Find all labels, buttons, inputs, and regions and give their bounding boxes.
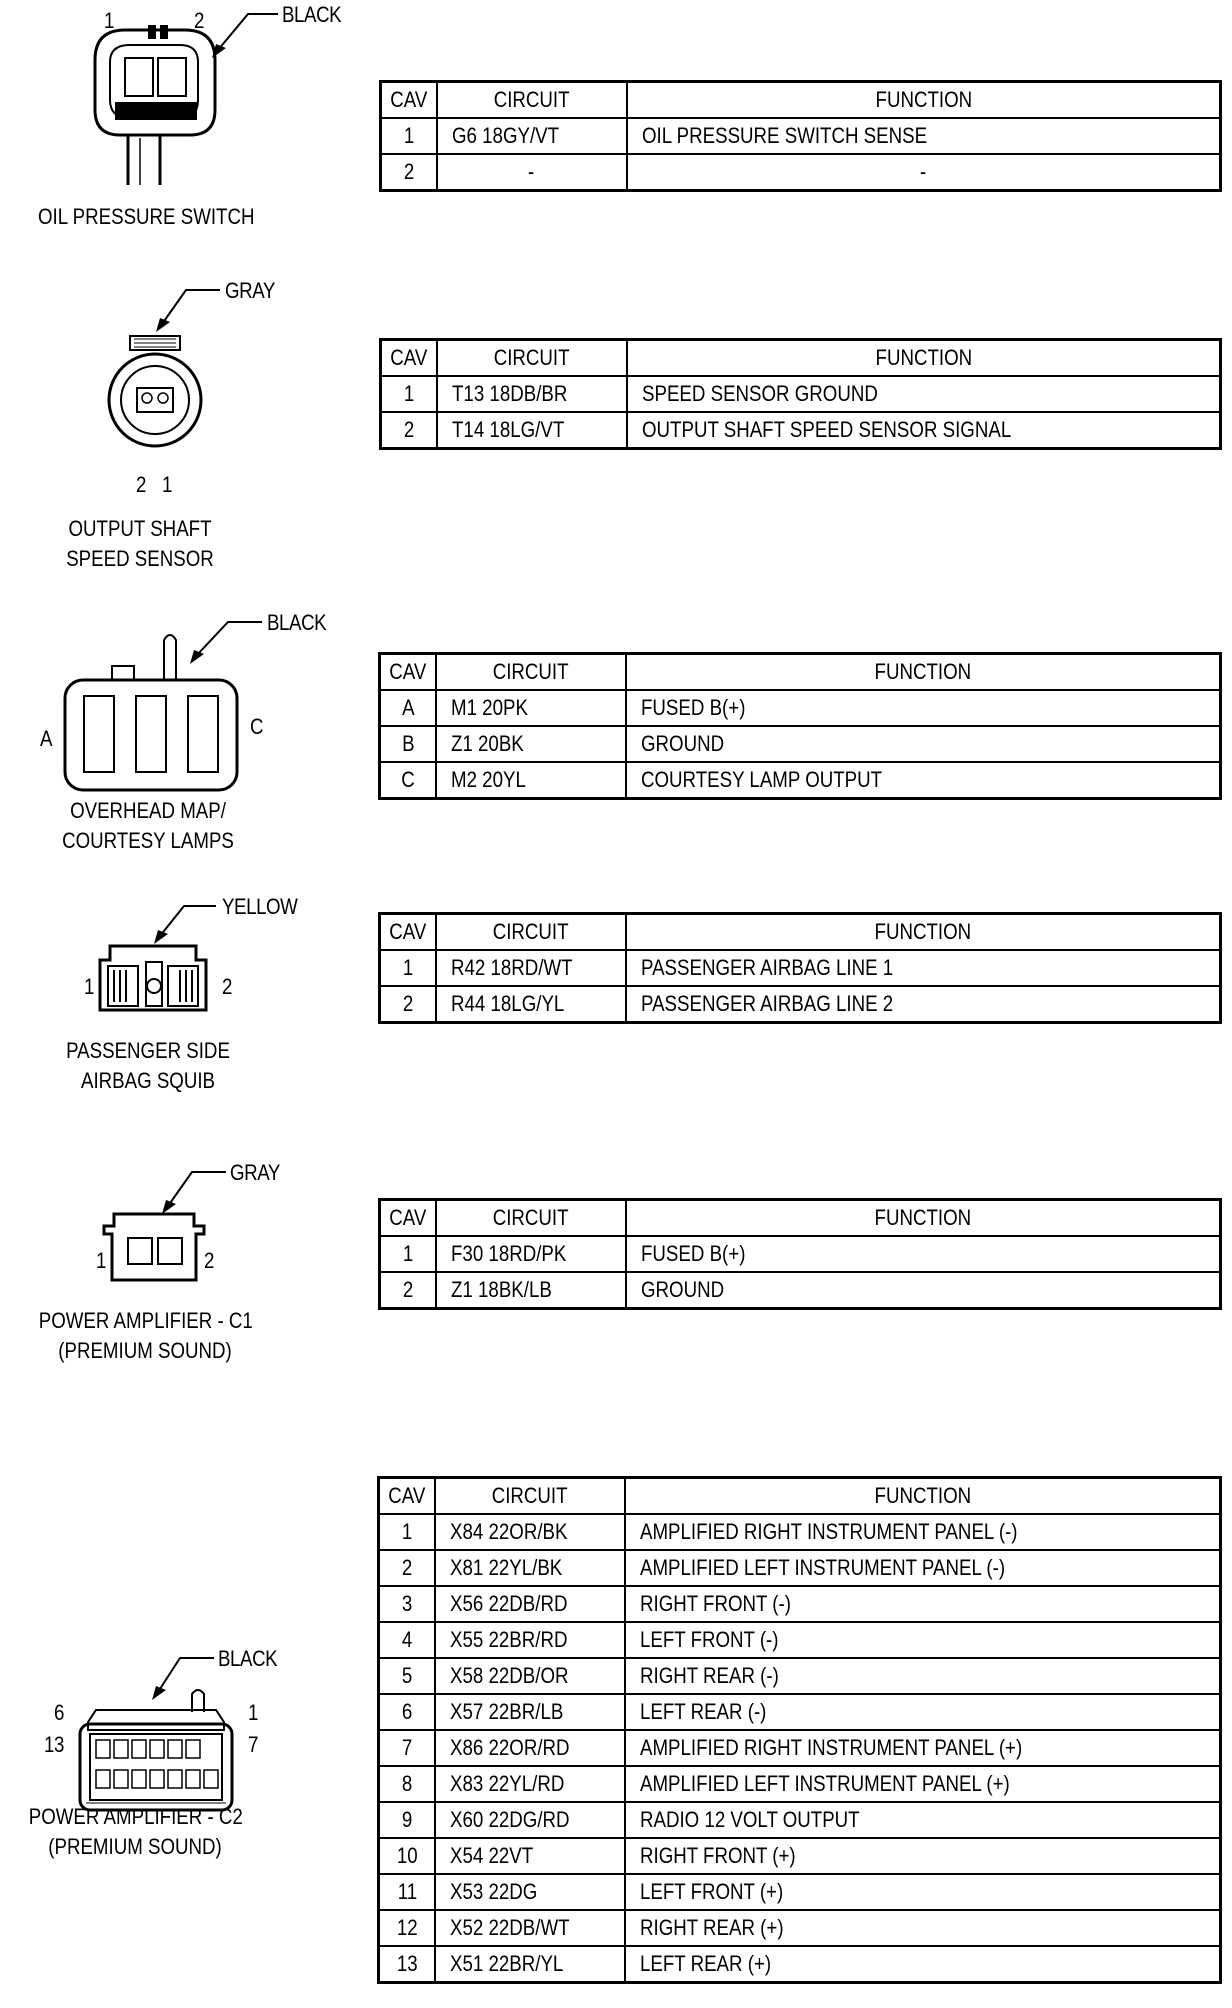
- table-cell: AMPLIFIED LEFT INSTRUMENT PANEL (+): [625, 1766, 1221, 1802]
- pinout-table: [379, 80, 1222, 192]
- table-header-cell: FUNCTION: [626, 654, 1221, 691]
- table-row: [381, 154, 1221, 191]
- table-cell: 3: [379, 1586, 436, 1622]
- table-cell: X52 22DB/WT: [435, 1910, 625, 1946]
- table-cell: X56 22DB/RD: [435, 1586, 625, 1622]
- table-header: [381, 340, 1221, 377]
- table-cell: RIGHT FRONT (+): [625, 1838, 1221, 1874]
- table-header-cell: CIRCUIT: [435, 1478, 625, 1515]
- table-header-cell: CIRCUIT: [436, 654, 626, 691]
- table-header-cell: CAV: [381, 340, 438, 377]
- table-row: [379, 1910, 1221, 1946]
- oil-pressure-switch-connector-drawing: [0, 0, 260, 200]
- pin-label: 1: [248, 1700, 258, 1725]
- pin-label: 1: [162, 472, 172, 497]
- table-cell: X57 22BR/LB: [435, 1694, 625, 1730]
- table-cell: 1: [380, 1236, 437, 1272]
- pin-label: 7: [248, 1732, 258, 1757]
- connector-power-amplifier-c1: [0, 1130, 1232, 1430]
- table-cell: 2: [381, 412, 438, 449]
- table-cell: 1: [381, 376, 438, 412]
- table-row: [381, 412, 1221, 449]
- table-cell: OUTPUT SHAFT SPEED SENSOR SIGNAL: [627, 412, 1221, 449]
- table-header-cell: CIRCUIT: [436, 1200, 626, 1237]
- table-cell: 9: [379, 1802, 436, 1838]
- output-shaft-speed-sensor-connector-drawing: [0, 240, 260, 440]
- table-cell: 7: [379, 1730, 436, 1766]
- table-cell: X81 22YL/BK: [435, 1550, 625, 1586]
- table-cell: 10: [379, 1838, 436, 1874]
- table-cell: 11: [379, 1874, 436, 1910]
- table-cell: X51 22BR/YL: [435, 1946, 625, 1983]
- table-header: [381, 82, 1221, 119]
- table-row: [379, 1802, 1221, 1838]
- table-cell: 2: [380, 986, 437, 1023]
- table-cell: M2 20YL: [436, 762, 626, 799]
- table-cell: X60 22DG/RD: [435, 1802, 625, 1838]
- table-header-cell: CIRCUIT: [437, 340, 627, 377]
- table-row: [380, 1236, 1221, 1272]
- connector-color-label: GRAY: [225, 278, 275, 303]
- table-cell: X58 22DB/OR: [435, 1658, 625, 1694]
- table-cell: 8: [379, 1766, 436, 1802]
- table-row: [379, 1838, 1221, 1874]
- table-row: [379, 1658, 1221, 1694]
- pinout-table: [378, 1198, 1222, 1310]
- table-row: [380, 726, 1221, 762]
- table-cell: LEFT REAR (+): [625, 1946, 1221, 1983]
- connector-name: OIL PRESSURE SWITCH: [38, 204, 255, 229]
- connector-overhead-map-courtesy-lamps: [0, 590, 1232, 870]
- table-cell: COURTESY LAMP OUTPUT: [626, 762, 1221, 799]
- table-row: [380, 1272, 1221, 1309]
- table-header-cell: CAV: [379, 1478, 436, 1515]
- pinout-table: [377, 1476, 1222, 1984]
- table-cell: 12: [379, 1910, 436, 1946]
- table-cell: T14 18LG/VT: [437, 412, 627, 449]
- pin-label: 2: [222, 974, 232, 999]
- connector-power-amplifier-c2: [0, 1430, 1232, 2008]
- pin-label: C: [250, 714, 264, 739]
- table-cell: LEFT FRONT (+): [625, 1874, 1221, 1910]
- table-row: [379, 1694, 1221, 1730]
- pin-label: 2: [136, 472, 146, 497]
- table-cell: 1: [381, 118, 438, 154]
- table-cell: -: [627, 154, 1221, 191]
- table-cell: RIGHT REAR (+): [625, 1910, 1221, 1946]
- table-row: [380, 950, 1221, 986]
- table-cell: G6 18GY/VT: [437, 118, 627, 154]
- power-amplifier-c2-connector-drawing: [0, 1430, 280, 1830]
- pin-label: 13: [44, 1732, 64, 1757]
- connector-passenger-side-airbag-squib: [0, 870, 1232, 1130]
- pin-label: 1: [84, 974, 94, 999]
- table-header-cell: CAV: [380, 1200, 437, 1237]
- table-header-cell: FUNCTION: [625, 1478, 1221, 1515]
- connector-name: POWER AMPLIFIER - C2 (PREMIUM SOUND): [28, 1804, 243, 1859]
- table-cell: R44 18LG/YL: [436, 986, 626, 1023]
- overhead-map-connector-drawing: [0, 590, 280, 830]
- table-cell: SPEED SENSOR GROUND: [627, 376, 1221, 412]
- table-cell: RADIO 12 VOLT OUTPUT: [625, 1802, 1221, 1838]
- table-cell: 13: [379, 1946, 436, 1983]
- table-cell: AMPLIFIED LEFT INSTRUMENT PANEL (-): [625, 1550, 1221, 1586]
- power-amplifier-c1-connector-drawing: [0, 1130, 260, 1330]
- table-cell: T13 18DB/BR: [437, 376, 627, 412]
- table-cell: GROUND: [626, 1272, 1221, 1309]
- connector-color-label: BLACK: [218, 1646, 278, 1671]
- table-cell: 4: [379, 1622, 436, 1658]
- table-cell: LEFT REAR (-): [625, 1694, 1221, 1730]
- table-header-cell: FUNCTION: [626, 1200, 1221, 1237]
- table-cell: 2: [379, 1550, 436, 1586]
- pin-label: A: [40, 726, 53, 751]
- table-header: [379, 1478, 1221, 1515]
- table-cell: F30 18RD/PK: [436, 1236, 626, 1272]
- table-header-cell: FUNCTION: [626, 914, 1221, 951]
- table-cell: X55 22BR/RD: [435, 1622, 625, 1658]
- table-header-cell: FUNCTION: [627, 82, 1221, 119]
- pin-label: 1: [96, 1248, 106, 1273]
- table-cell: C: [380, 762, 437, 799]
- connector-color-label: GRAY: [230, 1160, 280, 1185]
- pin-label: 2: [204, 1248, 214, 1273]
- pinout-table: [378, 912, 1222, 1024]
- table-cell: PASSENGER AIRBAG LINE 2: [626, 986, 1221, 1023]
- table-row: [379, 1622, 1221, 1658]
- table-cell: X86 22OR/RD: [435, 1730, 625, 1766]
- table-cell: GROUND: [626, 726, 1221, 762]
- table-row: [379, 1874, 1221, 1910]
- table-cell: B: [380, 726, 437, 762]
- connector-name: PASSENGER SIDE AIRBAG SQUIB: [66, 1038, 230, 1093]
- table-cell: -: [437, 154, 627, 191]
- table-cell: OIL PRESSURE SWITCH SENSE: [627, 118, 1221, 154]
- table-cell: 1: [380, 950, 437, 986]
- table-cell: 6: [379, 1694, 436, 1730]
- table-cell: M1 20PK: [436, 690, 626, 726]
- table-header-cell: CIRCUIT: [437, 82, 627, 119]
- table-header-cell: CAV: [381, 82, 438, 119]
- connector-color-label: BLACK: [282, 2, 342, 27]
- table-cell: X53 22DG: [435, 1874, 625, 1910]
- pinout-table: [379, 338, 1222, 450]
- connector-name: POWER AMPLIFIER - C1 (PREMIUM SOUND): [38, 1308, 253, 1363]
- table-row: [379, 1730, 1221, 1766]
- connector-name: OUTPUT SHAFT SPEED SENSOR: [66, 516, 214, 571]
- table-cell: AMPLIFIED RIGHT INSTRUMENT PANEL (-): [625, 1514, 1221, 1550]
- table-cell: Z1 18BK/LB: [436, 1272, 626, 1309]
- table-cell: FUSED B(+): [626, 690, 1221, 726]
- table-cell: X54 22VT: [435, 1838, 625, 1874]
- table-row: [381, 118, 1221, 154]
- table-header-cell: CAV: [380, 654, 437, 691]
- table-cell: R42 18RD/WT: [436, 950, 626, 986]
- table-cell: A: [380, 690, 437, 726]
- table-cell: 2: [380, 1272, 437, 1309]
- table-row: [380, 986, 1221, 1023]
- table-cell: 1: [379, 1514, 436, 1550]
- table-cell: RIGHT REAR (-): [625, 1658, 1221, 1694]
- table-header-cell: FUNCTION: [627, 340, 1221, 377]
- table-row: [380, 762, 1221, 799]
- connector-output-shaft-speed-sensor: [0, 240, 1232, 590]
- table-header: [380, 654, 1221, 691]
- table-header-cell: CIRCUIT: [436, 914, 626, 951]
- table-cell: FUSED B(+): [626, 1236, 1221, 1272]
- table-cell: 2: [381, 154, 438, 191]
- table-row: [380, 690, 1221, 726]
- table-cell: X84 22OR/BK: [435, 1514, 625, 1550]
- table-cell: Z1 20BK: [436, 726, 626, 762]
- pinout-table: [378, 652, 1222, 800]
- pin-label: 6: [54, 1700, 64, 1725]
- connector-name: OVERHEAD MAP/ COURTESY LAMPS: [62, 798, 234, 853]
- table-header-cell: CAV: [380, 914, 437, 951]
- pin-label: 1: [104, 8, 114, 33]
- table-row: [379, 1514, 1221, 1550]
- table-cell: RIGHT FRONT (-): [625, 1586, 1221, 1622]
- table-row: [379, 1946, 1221, 1983]
- table-header: [380, 914, 1221, 951]
- table-cell: LEFT FRONT (-): [625, 1622, 1221, 1658]
- table-row: [379, 1550, 1221, 1586]
- table-row: [381, 376, 1221, 412]
- pin-label: 2: [194, 8, 204, 33]
- table-cell: X83 22YL/RD: [435, 1766, 625, 1802]
- table-cell: AMPLIFIED RIGHT INSTRUMENT PANEL (+): [625, 1730, 1221, 1766]
- connector-oil-pressure-switch: [0, 0, 1232, 240]
- table-header: [380, 1200, 1221, 1237]
- table-row: [379, 1586, 1221, 1622]
- connector-color-label: BLACK: [267, 610, 327, 635]
- connector-color-label: YELLOW: [222, 894, 298, 919]
- table-row: [379, 1766, 1221, 1802]
- table-cell: 5: [379, 1658, 436, 1694]
- table-cell: PASSENGER AIRBAG LINE 1: [626, 950, 1221, 986]
